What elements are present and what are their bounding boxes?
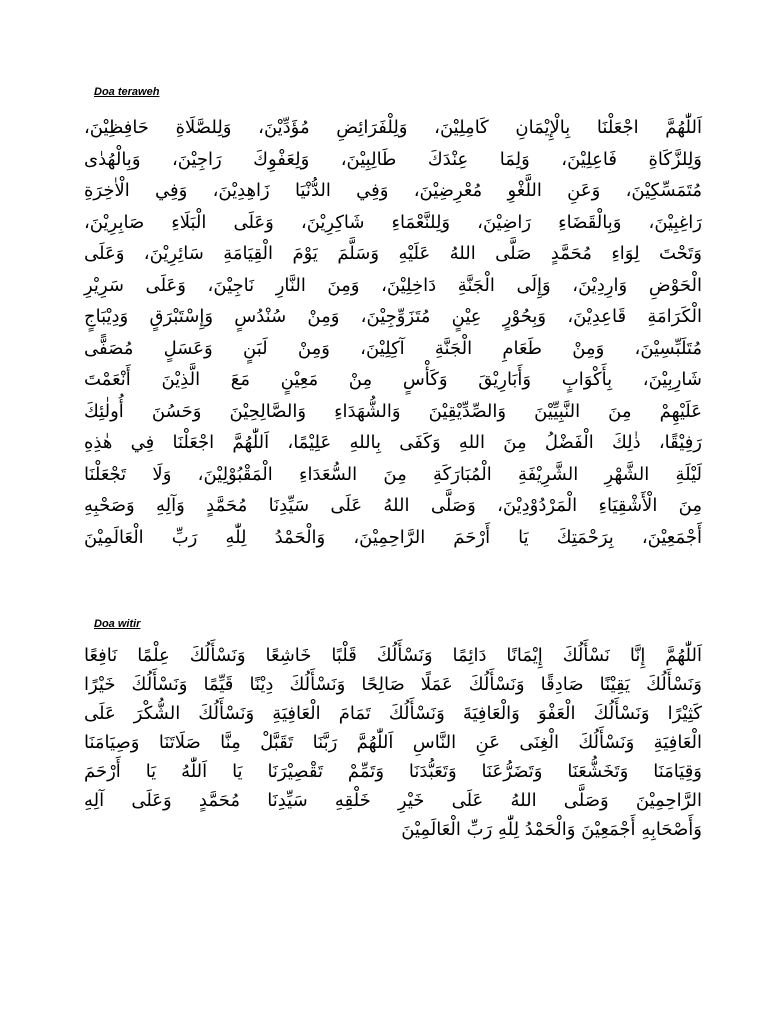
doa-witir-line: وَقِيَامَنَا وَتَخَشُّعَنَا وَتَضَرُّعَنَا وَتَعَبُّدَنَا وَتَمِّمْ تَقْصِيْرَنَا يَا اَللّٰهُ يَا أَرْحَمَ: [84, 761, 702, 782]
doa-teraweh-line: مِنَ الْأَشْقِيَاءِ الْمَرْدُوْدِيْنَ، وَصَلَّى اللهُ عَلَى سَيِّدِنَا مُحَمَّدٍ وَآلِهِ وَصَحْبِهِ: [84, 495, 702, 516]
doa-teraweh-line: مُتَمَسِّكِيْنَ، وَعَنِ اللَّغْوِ مُعْرِضِيْنَ، وَفِي الدُّنْيَا زَاهِدِيْنَ، وَفِي الْاٰخِرَةِ: [84, 180, 702, 201]
doa-teraweh-line: رَفِيْقًا، ذٰلِكَ الْفَضْلُ مِنَ اللهِ وَكَفَى بِاللهِ عَلِيْمًا، اَللّٰهُمَّ اجْعَلْنَا فِي هٰذِهِ: [84, 432, 702, 453]
doa-teraweh-line: عَلَيْهِمْ مِنَ النَّبِيِّيْنَ وَالصِّدِّيْقِيْنَ وَالشُّهَدَاءِ وَالصَّالِحِيْنَ وَحَسُنَ أُولٰئِكَ: [84, 400, 702, 422]
doa-teraweh-line: اَللّٰهُمَّ اجْعَلْنَا بِالْإِيْمَانِ كَامِلِيْنَ، وَلِلْفَرَائِضِ مُؤَدِّيْنَ، وَلِلصَّلَاةِ حَافِظِيْنَ،: [84, 117, 702, 138]
doa-teraweh-line: أَجْمَعِيْنَ، بِرَحْمَتِكَ يَا أَرْحَمَ الرَّاحِمِيْنَ، وَالْحَمْدُ لِلّٰهِ رَبِّ الْعَالَمِيْنَ: [84, 526, 702, 548]
doa-witir-line: وَأَصْحَابِهِ أَجْمَعِيْنَ وَالْحَمْدُ لِلّٰهِ رَبِّ الْعَالَمِيْنَ: [401, 819, 702, 840]
doa-witir-line: كَثِيْرًا وَنَسْأَلُكَ الْعَفْوَ وَالْعَافِيَةَ وَنَسْأَلُكَ تَمَامَ الْعَافِيَةِ وَنَسْأَلُكَ الشُّكْرَ عَلَى: [84, 703, 702, 724]
doa-teraweh-line: لَيْلَةِ الشَّهْرِ الشَّرِيْفَةِ الْمُبَارَكَةِ مِنَ السُّعَدَاءِ الْمَقْبُوْلِيْنَ، وَلَا تَجْعَلْنَا: [84, 463, 702, 485]
doa-teraweh-line: الْكَرَامَةِ قَاعِدِيْنَ، وَبِحُوْرٍ عِيْنٍ مُتَزَوِّجِيْنَ، وَمِنْ سُنْدُسٍ وَإِسْتَبْرَقٍ وَدِيْبَاجٍ: [84, 306, 702, 327]
doa-teraweh-line: وَلِلزَّكَاةِ فَاعِلِيْنَ، وَلِمَا عِنْدَكَ طَالِبِيْنَ، وَلِعَفْوِكَ رَاجِيْنَ، وَبِالْهُدٰى: [84, 148, 702, 170]
doa-witir-line: اَللّٰهُمَّ إِنَّا نَسْأَلُكَ إِيْمَانًا دَائِمًا وَنَسْأَلُكَ قَلْبًا خَاشِعًا وَنَسْأَلُكَ عِلْمًا نَافِعًا: [84, 645, 702, 666]
doa-teraweh-text: [84, 112, 702, 553]
doa-witir-line: الرَّاحِمِيْنَ وَصَلَّى اللهُ عَلَى خَيْرِ خَلْقِهِ سَيِّدِنَا مُحَمَّدٍ وَعَلَى آلِهِ: [84, 790, 702, 811]
doa-witir-text: [84, 641, 702, 844]
doa-teraweh-line: الْحَوْضِ وَارِدِيْنَ، وَإِلَى الْجَنَّةِ دَاخِلِيْنَ، وَمِنَ النَّارِ نَاجِيْنَ، وَعَلَى سَرِيْرِ: [84, 274, 702, 296]
section-heading-doa-teraweh: Doa teraweh: [94, 86, 160, 98]
section-heading-doa-witir: Doa witir: [94, 618, 141, 630]
doa-teraweh-line: وَتَحْتَ لِوَاءِ مُحَمَّدٍ صَلَّى اللهُ عَلَيْهِ وَسَلَّمَ يَوْمَ الْقِيَامَةِ سَائِرِيْنَ، وَعَلَى: [84, 243, 702, 264]
doa-witir-line: وَنَسْأَلُكَ يَقِيْنًا صَادِقًا وَنَسْأَلُكَ عَمَلًا صَالِحًا وَنَسْأَلُكَ دِيْنًا قَيِّمًا وَنَسْأَلُكَ خَيْرًا: [84, 674, 702, 695]
doa-teraweh-line: رَاغِبِيْنَ، وَبِالْقَضَاءِ رَاضِيْنَ، وَلِلنَّعْمَاءِ شَاكِرِيْنَ، وَعَلَى الْبَلَاءِ صَابِرِيْنَ،: [84, 211, 702, 233]
doa-teraweh-line: شَارِبِيْنَ، بِأَكْوَابٍ وَأَبَارِيْقَ وَكَأْسٍ مِنْ مَعِيْنٍ مَعَ الَّذِيْنَ أَنْعَمْتَ: [84, 369, 702, 390]
doa-teraweh-line: مُتَلَبِّسِيْنَ، وَمِنْ طَعَامِ الْجَنَّةِ آكِلِيْنَ، وَمِنْ لَبَنٍ وَعَسَلٍ مُصَفًّى: [84, 337, 702, 359]
doa-witir-line: الْعَافِيَةِ وَنَسْأَلُكَ الْغِنَى عَنِ النَّاسِ اَللّٰهُمَّ رَبَّنَا تَقَبَّلْ مِنَّا صَلَاتَنَا وَصِيَامَنَا: [84, 732, 702, 753]
